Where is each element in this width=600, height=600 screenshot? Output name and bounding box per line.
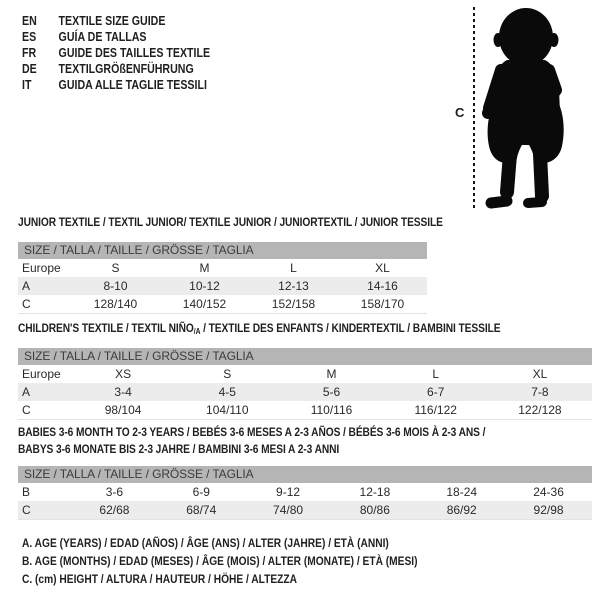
table-row [18,277,427,295]
language-row [22,45,210,61]
size-cell: 6-7 [427,385,445,399]
language-list [22,13,243,93]
language-label: GUIDE DES TAILLES TEXTILE [58,46,211,60]
table-row [18,483,592,501]
legend-line: C. (cm) HEIGHT / ALTURA / HAUTEUR / HÖHE / ALTEZZA [22,572,298,586]
table-title-line [18,424,506,441]
legend-line: B. AGE (MONTHS) / EDAD (MESES) / ÂGE (MOIS) / ALTER (MONATE) / ETÀ (MESI) [22,554,418,568]
table-title-text: /A [193,327,201,336]
row-label: Europe [22,367,61,381]
height-dashed-line [473,7,475,208]
size-cell: 158/170 [360,297,405,311]
height-c-label: C [455,105,465,120]
size-table [18,466,592,520]
size-cell: 86/92 [446,503,477,517]
size-table-header: SIZE / TALLA / TAILLE / GRÖSSE / TAGLIA [18,466,592,483]
size-cell: 62/68 [99,503,130,517]
size-cell: 6-9 [192,485,210,499]
language-row [22,29,210,45]
table-title-text: BABYS 3-6 MONATE BIS 2-3 JAHRE / BAMBINI 3-6 MESI A 2-3 ANNI [18,442,340,456]
table-title-text: BABIES 3-6 MONTH TO 2-3 YEARS / BEBÉS 3-6 MESES A 2-3 AÑOS / BÉBÉS 3-6 MOIS À 2-3 ANS / [18,425,486,439]
junior-table-section [18,214,443,316]
language-code: ES [22,30,37,44]
row-label: A [22,385,31,399]
size-table-header: SIZE / TALLA / TAILLE / GRÖSSE / TAGLIA [18,348,592,365]
table-title-line [18,214,443,231]
size-cell: 80/86 [359,503,390,517]
language-label: TEXTILGRÖßENFÜHRUNG [58,62,194,76]
size-cell: 5-6 [322,385,341,399]
size-cell: 110/116 [310,403,353,417]
language-code: DE [22,62,37,76]
region-sizes-row [18,259,427,277]
language-row [22,77,210,93]
babies-table-section [18,424,592,524]
size-cell: 68/74 [186,503,217,517]
row-label: A [22,279,31,293]
language-code: FR [22,46,37,60]
size-cell: 116/122 [414,403,457,417]
size-cell: 3-4 [114,385,132,399]
size-cell: 12-13 [278,279,309,293]
size-cell: 122/128 [518,403,562,417]
size-cell: S [223,367,232,381]
language-row [22,13,210,29]
language-code: IT [22,78,32,92]
children-table-section [18,320,592,422]
size-cell: 7-8 [531,385,549,399]
size-cell: 98/104 [104,403,142,417]
size-cell: 152/158 [271,297,316,311]
size-cell: XL [532,367,548,381]
size-cell: 10-12 [189,279,220,293]
table-row [18,295,427,313]
size-cell: M [326,367,337,381]
size-cell: 24-36 [533,485,564,499]
table-title-text: JUNIOR TEXTILE / TEXTIL JUNIOR/ TEXTILE JUNIOR / JUNIORTEXTIL / JUNIOR TESSILE [18,215,443,229]
language-label: GUIDA ALLE TAGLIE TESSILI [58,78,207,92]
language-label: GUÍA DE TALLAS [58,30,147,44]
table-title [18,214,443,231]
row-label: C [22,503,31,517]
size-cell: M [199,261,210,275]
size-cell: 92/98 [533,503,564,517]
table-row [18,401,592,419]
size-table-header: SIZE / TALLA / TAILLE / GRÖSSE / TAGLIA [18,242,427,259]
row-label: C [22,403,31,417]
size-table [18,348,592,420]
table-title [18,424,592,458]
table-title-text: / TEXTILE DES ENFANTS / KINDERTEXTIL / BAMBINI TESSILE [200,321,501,335]
legend [22,534,487,588]
language-label: TEXTILE SIZE GUIDE [58,14,166,28]
legend-line: A. AGE (YEARS) / EDAD (AÑOS) / ÂGE (ANS) / ALTER (JAHRE) / ETÀ (ANNI) [22,536,389,550]
size-table [18,242,427,314]
size-cell: 3-6 [105,485,124,499]
size-cell: L [290,261,297,275]
table-title-line [18,320,506,340]
table-title [18,320,592,340]
size-cell: XL [375,261,390,275]
table-row [18,383,592,401]
language-row [22,61,210,77]
size-cell: 4-5 [218,385,236,399]
table-row [18,501,592,519]
table-title-line [18,441,506,458]
row-label: B [22,485,31,499]
row-label: Europe [22,261,61,275]
size-table-rows [18,365,592,419]
size-cell: 8-10 [103,279,128,293]
size-cell: L [432,367,440,381]
size-table-rows [18,483,592,519]
size-table-rows [18,259,427,313]
language-code: EN [22,14,37,28]
size-cell: 104/110 [206,403,249,417]
size-cell: 74/80 [273,503,304,517]
size-cell: 18-24 [446,485,478,499]
size-cell: S [111,261,120,275]
size-cell: 12-18 [359,485,391,499]
size-cell: XS [115,367,132,381]
size-cell: 140/152 [182,297,227,311]
region-sizes-row [18,365,592,383]
toddler-silhouette-icon [481,4,571,210]
table-title-text: CHILDREN'S TEXTILE / TEXTIL NIÑO [18,321,194,335]
size-cell: 128/140 [93,297,138,311]
row-label: C [22,297,31,311]
size-cell: 9-12 [276,485,301,499]
size-cell: 14-16 [367,279,398,293]
